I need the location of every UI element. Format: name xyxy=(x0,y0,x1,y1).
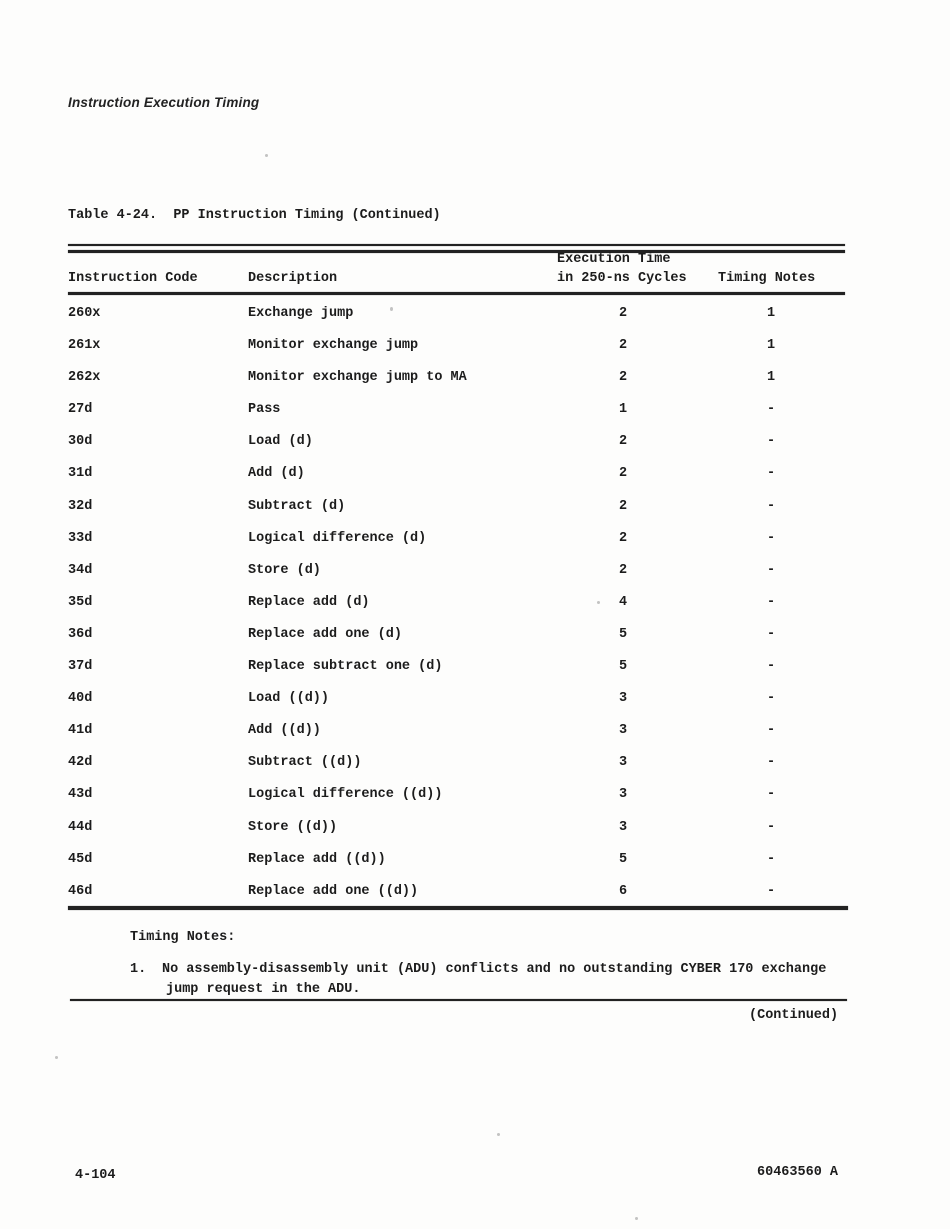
table-row xyxy=(68,883,845,915)
timing-note-cell: - xyxy=(766,466,776,482)
page-number: 4-104 xyxy=(75,1168,116,1183)
execution-cycles-cell: 3 xyxy=(618,723,628,739)
scan-speck xyxy=(597,601,600,604)
pp-instruction-timing-table xyxy=(68,243,845,913)
instruction-code-cell: 43d xyxy=(68,787,93,803)
table-row xyxy=(68,433,845,465)
instruction-code-cell: 32d xyxy=(68,498,93,514)
table-row xyxy=(68,754,845,786)
execution-cycles-cell: 2 xyxy=(618,562,628,578)
description-cell: Load (d) xyxy=(248,434,313,450)
description-cell: Subtract (d) xyxy=(248,498,346,514)
description-cell: Pass xyxy=(248,402,281,418)
timing-note-cell: - xyxy=(766,626,776,642)
table-row xyxy=(68,690,845,722)
execution-cycles-cell: 2 xyxy=(618,466,628,482)
description-cell: Exchange jump xyxy=(248,306,354,321)
continued-note: (Continued) xyxy=(749,1008,839,1023)
document-number: 60463560 A xyxy=(757,1165,839,1180)
execution-cycles-cell: 2 xyxy=(618,370,628,386)
execution-cycles-cell: 2 xyxy=(618,434,628,450)
running-header: Instruction Execution Timing xyxy=(68,95,260,110)
execution-cycles-cell: 2 xyxy=(618,530,628,546)
description-cell: Store (d) xyxy=(248,562,321,578)
execution-cycles-cell: 5 xyxy=(618,851,628,867)
scan-speck xyxy=(55,1056,58,1059)
timing-note-cell: - xyxy=(766,723,776,739)
table-row xyxy=(68,498,845,530)
execution-cycles-cell: 3 xyxy=(618,787,628,803)
instruction-code-cell: 30d xyxy=(68,434,93,450)
timing-note-cell: 1 xyxy=(766,338,776,354)
timing-notes-heading: Timing Notes: xyxy=(130,930,236,945)
notes-bottom-rule xyxy=(70,999,847,1001)
instruction-code-cell: 34d xyxy=(68,562,93,578)
instruction-code-cell: 40d xyxy=(68,691,93,707)
table-row xyxy=(68,851,845,883)
execution-cycles-cell: 2 xyxy=(618,338,628,354)
column-header-timing-notes: Timing Notes xyxy=(718,271,816,286)
column-header-execution-time-line1: Execution Time xyxy=(557,252,671,267)
table-row xyxy=(68,658,845,690)
execution-cycles-cell: 5 xyxy=(618,626,628,642)
timing-note-cell: - xyxy=(766,787,776,803)
instruction-code-cell: 262x xyxy=(68,370,101,386)
description-cell: Replace add one (d) xyxy=(248,626,402,642)
instruction-code-cell: 27d xyxy=(68,402,93,418)
timing-note-1-number: 1. xyxy=(130,962,147,977)
instruction-code-cell: 42d xyxy=(68,755,93,771)
description-cell: Monitor exchange jump to MA xyxy=(248,370,467,386)
table-row xyxy=(68,562,845,594)
instruction-code-cell: 46d xyxy=(68,883,93,899)
timing-note-cell: - xyxy=(766,402,776,418)
timing-note-cell: - xyxy=(766,498,776,514)
execution-cycles-cell: 3 xyxy=(618,755,628,771)
table-row xyxy=(68,819,845,851)
instruction-code-cell: 33d xyxy=(68,530,93,546)
description-cell: Replace add ((d)) xyxy=(248,851,386,867)
instruction-code-cell: 37d xyxy=(68,659,93,675)
execution-cycles-cell: 1 xyxy=(618,402,628,418)
instruction-code-cell: 260x xyxy=(68,306,101,321)
table-row xyxy=(68,626,845,658)
timing-note-cell: - xyxy=(766,434,776,450)
table-body xyxy=(68,305,845,915)
table-row xyxy=(68,530,845,562)
description-cell: Monitor exchange jump xyxy=(248,338,419,354)
description-cell: Replace add one ((d)) xyxy=(248,883,419,899)
description-cell: Subtract ((d)) xyxy=(248,755,362,771)
description-cell: Add (d) xyxy=(248,466,305,482)
instruction-code-cell: 35d xyxy=(68,594,93,610)
table-row xyxy=(68,369,845,401)
description-cell: Add ((d)) xyxy=(248,723,321,739)
table-bottom-rule xyxy=(68,906,848,910)
timing-note-cell: - xyxy=(766,755,776,771)
instruction-code-cell: 261x xyxy=(68,338,101,354)
timing-note-cell: - xyxy=(766,562,776,578)
table-row xyxy=(68,337,845,369)
timing-note-1-line1: No assembly-disassembly unit (ADU) conflicts and no outstanding CYBER 170 exchange xyxy=(162,962,827,977)
instruction-code-cell: 41d xyxy=(68,723,93,739)
column-header-instruction-code: Instruction Code xyxy=(68,271,198,286)
scan-speck xyxy=(635,1217,638,1220)
timing-note-cell: - xyxy=(766,851,776,867)
execution-cycles-cell: 4 xyxy=(618,594,628,610)
table-top-rule-thin xyxy=(68,244,845,246)
description-cell: Replace add (d) xyxy=(248,594,370,610)
scan-speck xyxy=(265,154,268,157)
instruction-code-cell: 45d xyxy=(68,851,93,867)
execution-cycles-cell: 5 xyxy=(618,659,628,675)
execution-cycles-cell: 2 xyxy=(618,498,628,514)
scan-speck xyxy=(390,307,393,311)
execution-cycles-cell: 3 xyxy=(618,819,628,835)
scan-speck xyxy=(497,1133,500,1136)
table-row xyxy=(68,594,845,626)
description-cell: Logical difference (d) xyxy=(248,530,427,546)
table-row xyxy=(68,465,845,497)
table-header-rule xyxy=(68,292,845,295)
timing-note-cell: 1 xyxy=(766,306,776,321)
description-cell: Logical difference ((d)) xyxy=(248,787,443,803)
description-cell: Store ((d)) xyxy=(248,819,338,835)
column-header-execution-time-line2: in 250-ns Cycles xyxy=(557,271,687,286)
table-row xyxy=(68,786,845,818)
instruction-code-cell: 31d xyxy=(68,466,93,482)
instruction-code-cell: 44d xyxy=(68,819,93,835)
timing-note-cell: - xyxy=(766,691,776,707)
table-row xyxy=(68,722,845,754)
description-cell: Replace subtract one (d) xyxy=(248,659,443,675)
table-title: Table 4-24. PP Instruction Timing (Continued) xyxy=(68,208,441,223)
timing-note-cell: - xyxy=(766,659,776,675)
table-row xyxy=(68,401,845,433)
timing-note-cell: 1 xyxy=(766,370,776,386)
timing-note-cell: - xyxy=(766,594,776,610)
execution-cycles-cell: 6 xyxy=(618,883,628,899)
description-cell: Load ((d)) xyxy=(248,691,330,707)
table-top-rule-thick xyxy=(68,250,845,253)
instruction-code-cell: 36d xyxy=(68,626,93,642)
timing-note-cell: - xyxy=(766,819,776,835)
timing-note-1-line2: jump request in the ADU. xyxy=(166,982,361,997)
timing-note-cell: - xyxy=(766,883,776,899)
timing-note-cell: - xyxy=(766,530,776,546)
table-row xyxy=(68,305,845,337)
execution-cycles-cell: 3 xyxy=(618,691,628,707)
execution-cycles-cell: 2 xyxy=(618,306,628,321)
column-header-description: Description xyxy=(248,271,338,286)
